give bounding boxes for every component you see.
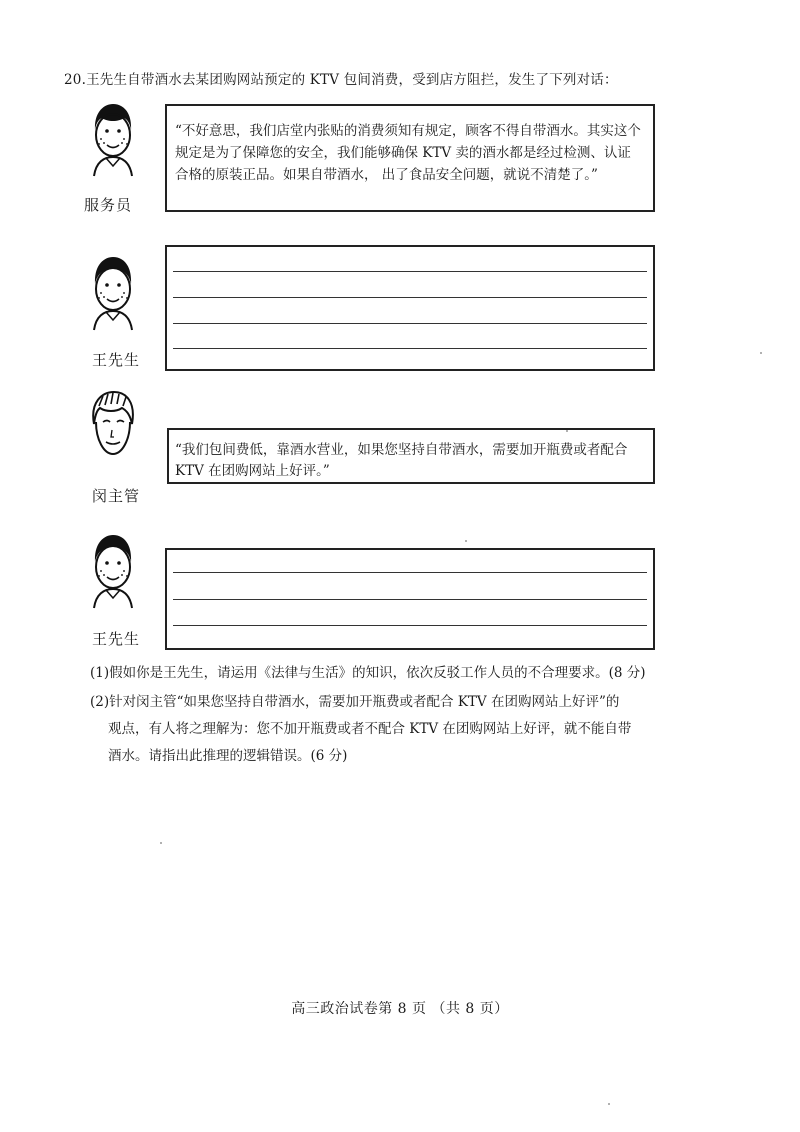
speech-text: “不好意思，我们店堂内张贴的消费须知有规定，顾客不得自带酒水。其实这个规定是为了保障您的安全，我们能够确保 KTV 卖的酒水都是经过检测、认证合格的原装正品。如果自带酒水， 出了食品安全问题，就说不清楚了。”	[175, 123, 641, 183]
page-footer: 高三政治试卷第 8 页 （共 8 页）	[291, 1001, 509, 1017]
waiter-avatar-icon	[88, 100, 138, 178]
speaker-label: 服务员	[84, 196, 133, 214]
answer-box[interactable]	[165, 548, 655, 650]
scan-speck	[160, 842, 162, 844]
speaker-label: 王先生	[92, 630, 141, 648]
answer-line	[173, 599, 647, 600]
manager-avatar-icon	[86, 388, 140, 466]
answer-box[interactable]	[165, 245, 655, 371]
answer-line	[173, 323, 647, 324]
subquestion-1: (1)假如你是王先生，请运用《法律与生活》的知识，依次反驳工作人员的不合理要求。(8 分)	[90, 665, 646, 681]
scan-speck	[566, 430, 568, 432]
wang-avatar-icon	[88, 530, 138, 610]
subquestion-2-cont: 观点，有人将之理解为：您不加开瓶费或者不配合 KTV 在团购网站上好评，就不能自带	[108, 721, 632, 737]
answer-line	[173, 348, 647, 349]
speaker-label: 王先生	[92, 351, 141, 369]
subquestion-2: (2)针对闵主管“如果您坚持自带酒水，需要加开瓶费或者配合 KTV 在团购网站上好评”的	[90, 694, 620, 710]
answer-line	[173, 297, 647, 298]
speech-text: “我们包间费低，靠酒水营业，如果您坚持自带酒水，需要加开瓶费或者配合 KTV 在团购网站上好评。”	[175, 442, 628, 479]
speaker-label: 闵主管	[92, 487, 141, 505]
answer-line	[173, 572, 647, 573]
scan-speck	[760, 352, 762, 354]
answer-line	[173, 625, 647, 626]
scan-speck	[608, 1103, 610, 1105]
speech-box	[165, 104, 655, 212]
speech-box	[167, 428, 655, 484]
answer-line	[173, 271, 647, 272]
wang-avatar-icon	[88, 252, 138, 332]
question-title: 20.王先生自带酒水去某团购网站预定的 KTV 包间消费，受到店方阻拦，发生了下列对话：	[64, 72, 618, 88]
scan-speck	[465, 540, 467, 542]
subquestion-2-cont: 酒水。请指出此推理的逻辑错误。(6 分)	[108, 748, 348, 764]
